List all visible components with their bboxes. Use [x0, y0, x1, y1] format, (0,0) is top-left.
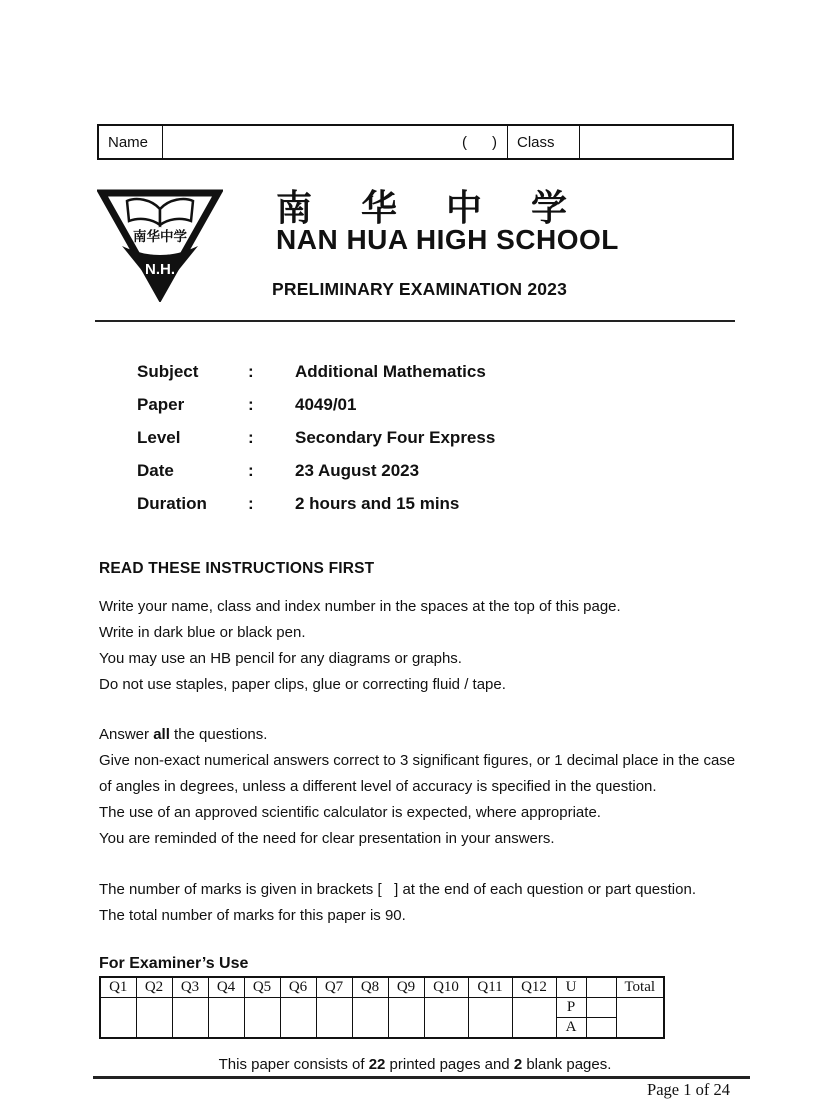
question-header: Q6	[280, 977, 316, 998]
question-header: Q9	[388, 977, 424, 998]
question-header: Q1	[100, 977, 136, 998]
info-value: Additional Mathematics	[295, 362, 486, 382]
instruction-line-answer: Answer all the questions.	[99, 726, 268, 743]
instructions-heading: READ THESE INSTRUCTIONS FIRST	[99, 560, 375, 577]
class-input-area	[580, 126, 732, 158]
question-header: Q11	[468, 977, 512, 998]
logo-initials: N.H.	[145, 261, 175, 278]
info-value: 2 hours and 15 mins	[295, 493, 460, 513]
exam-info-row	[137, 389, 495, 422]
examiner-header-row	[100, 977, 664, 998]
instruction-line: The number of marks is given in brackets [ ] at the end of each question or part question.	[99, 881, 696, 898]
instructions-block-1	[99, 594, 621, 698]
question-score-cell	[100, 998, 136, 1039]
question-score-cell	[136, 998, 172, 1039]
instruction-line: Write in dark blue or black pen.	[99, 624, 306, 641]
exam-info-row	[137, 356, 495, 389]
index-number-brackets: ( )	[462, 133, 497, 151]
info-label: Level	[137, 427, 181, 447]
class-label: Class	[508, 126, 580, 158]
info-value: 4049/01	[295, 395, 357, 415]
instruction-line: The total number of marks for this paper is 90.	[99, 907, 406, 924]
question-score-cell	[208, 998, 244, 1039]
instruction-line: The use of an approved scientific calculator is expected, where appropriate.	[99, 804, 601, 821]
exam-title: PRELIMINARY EXAMINATION 2023	[272, 279, 568, 299]
paper-consists-note: This paper consists of 22 printed pages and 2 blank pages.	[218, 1056, 612, 1073]
question-header: Q5	[244, 977, 280, 998]
instruction-line: Do not use staples, paper clips, glue or correcting fluid / tape.	[99, 676, 506, 693]
info-label: Duration	[137, 493, 207, 513]
school-name-chinese: 南 华 中 学	[276, 188, 588, 228]
examiner-use-heading: For Examiner’s Use	[99, 955, 249, 972]
header-divider-rule	[95, 320, 735, 322]
instruction-line: You may use an HB pencil for any diagrams or graphs.	[99, 650, 462, 667]
upa-label-p: P	[556, 998, 586, 1018]
instruction-line: Give non-exact numerical answers correct to 3 significant figures, or 1 decimal place in the case	[99, 752, 736, 769]
info-colon: :	[248, 460, 254, 480]
school-crest-icon	[97, 184, 223, 302]
exam-info-block	[137, 356, 495, 520]
examiner-marks-table	[99, 976, 665, 1039]
upa-label-u: U	[556, 977, 586, 998]
info-colon: :	[248, 362, 254, 382]
instruction-line: Write your name, class and index number in the spaces at the top of this page.	[99, 598, 621, 615]
exam-info-row	[137, 454, 495, 487]
info-colon: :	[248, 493, 254, 513]
question-score-cell	[424, 998, 468, 1039]
exam-info-row	[137, 487, 495, 520]
info-colon: :	[248, 395, 254, 415]
upa-score-cell	[586, 998, 616, 1018]
question-score-cell	[172, 998, 208, 1039]
question-score-cell	[316, 998, 352, 1039]
total-label: Total	[616, 977, 664, 998]
question-score-cell	[468, 998, 512, 1039]
question-header: Q3	[172, 977, 208, 998]
upa-score-cell	[586, 977, 616, 998]
school-name-english: NAN HUA HIGH SCHOOL	[276, 224, 619, 255]
question-header: Q7	[316, 977, 352, 998]
instructions-block-2	[99, 722, 735, 852]
question-header: Q12	[512, 977, 556, 998]
info-value: Secondary Four Express	[295, 427, 496, 447]
name-input-area	[163, 126, 508, 158]
question-score-cell	[388, 998, 424, 1039]
footer-divider-rule	[93, 1076, 750, 1079]
page-number: Page 1 of 24	[647, 1080, 730, 1099]
info-label: Subject	[137, 362, 199, 382]
upa-score-cell	[586, 1018, 616, 1039]
info-label: Paper	[137, 395, 185, 415]
question-score-cell	[512, 998, 556, 1039]
question-score-cell	[352, 998, 388, 1039]
logo-zh-text: 南华中学	[133, 229, 187, 244]
upa-label-a: A	[556, 1018, 586, 1039]
question-header: Q10	[424, 977, 468, 998]
question-header: Q2	[136, 977, 172, 998]
name-label: Name	[99, 126, 163, 158]
info-label: Date	[137, 460, 174, 480]
instruction-line: of angles in degrees, unless a different level of accuracy is specified in the question.	[99, 778, 657, 795]
question-header: Q4	[208, 977, 244, 998]
info-colon: :	[248, 427, 254, 447]
question-score-cell	[280, 998, 316, 1039]
school-logo	[97, 184, 223, 302]
total-score-cell	[616, 998, 664, 1039]
examiner-score-row	[100, 998, 664, 1018]
info-value: 23 August 2023	[295, 460, 420, 480]
question-header: Q8	[352, 977, 388, 998]
instructions-block-3	[99, 877, 696, 929]
exam-info-row	[137, 422, 495, 455]
name-class-box	[97, 124, 734, 160]
instruction-line: You are reminded of the need for clear presentation in your answers.	[99, 830, 555, 847]
question-score-cell	[244, 998, 280, 1039]
